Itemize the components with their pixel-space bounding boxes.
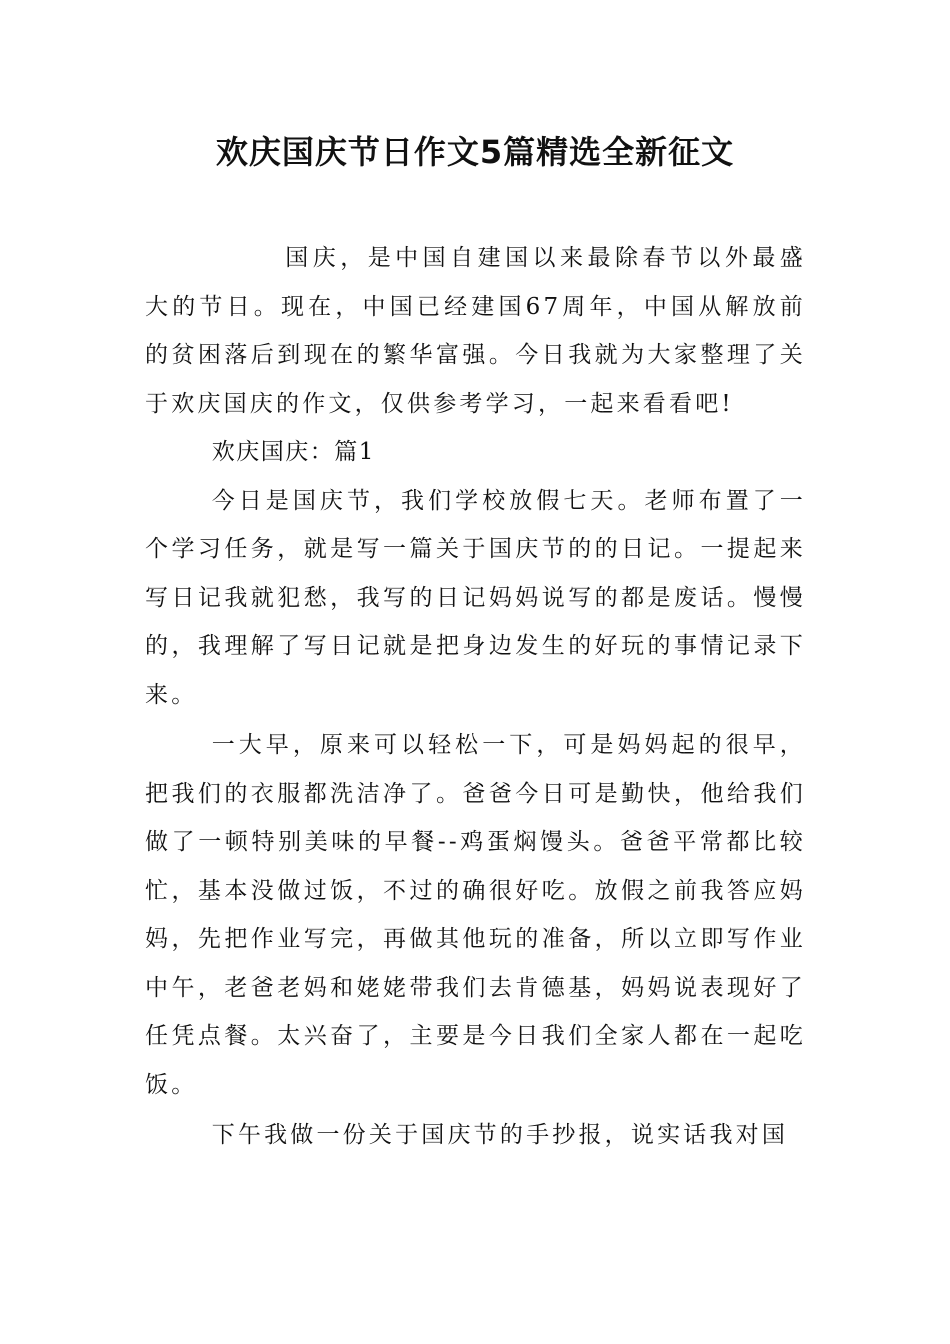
body-paragraph: 今日是国庆节，我们学校放假七天。老师布置了一个学习任务，就是写一篇关于国庆节的的日记。一提起来写日记我就犯愁，我写的日记妈妈说写的都是废话。慢慢的，我理解了写日记就是把身边发生的好玩的事情记录下来。 bbox=[145, 487, 806, 708]
body-paragraph: 一大早，原来可以轻松一下，可是妈妈起的很早，把我们的衣服都洗洁净了。爸爸今日可是勤快，他给我们做了一顿特别美味的早餐--鸡蛋焖馒头。爸爸平常都比较忙，基本没做过饭，不过的确很好吃。放假之前我答应妈妈，先把作业写完，再做其他玩的准备，所以立即写作业中午，老爸老妈和姥姥带我们去肯德基，妈妈说表现好了任凭点餐。太兴奋了，主要是今日我们全家人都在一起吃饭。 bbox=[145, 732, 806, 1098]
section-heading: 欢庆国庆：篇1 bbox=[211, 439, 375, 465]
document-body bbox=[145, 234, 806, 1160]
document-title: 欢庆国庆节日作文5篇精选全新征文 bbox=[215, 133, 735, 171]
body-paragraph: 下午我做一份关于国庆节的手抄报，说实话我对国 bbox=[211, 1122, 789, 1148]
intro-paragraph: 国庆，是中国自建国以来最除春节以外最盛大的节日。现在，中国已经建国67周年，中国从解放前的贫困落后到现在的繁华富强。今日我就为大家整理了关于欢庆国庆的作文，仅供参考学习，一起来看看吧! bbox=[145, 245, 806, 417]
